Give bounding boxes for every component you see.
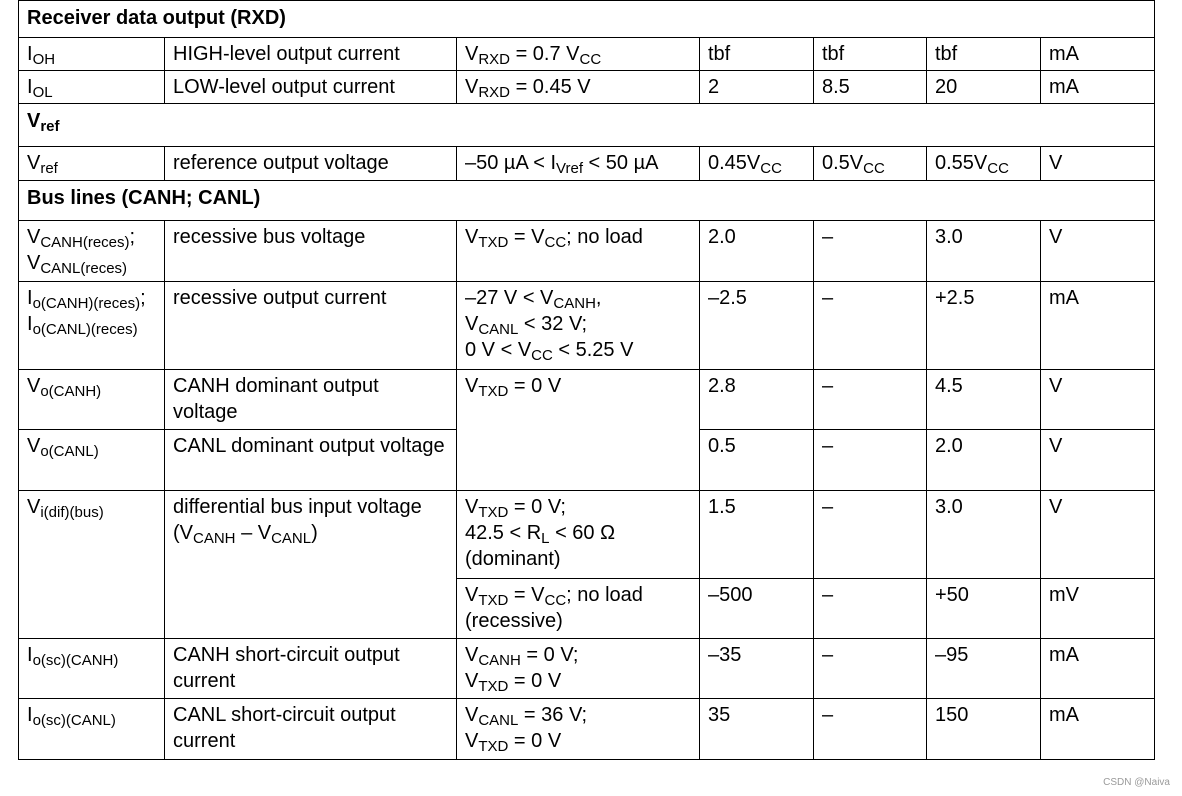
- conditions-cell: $V_{TXD} = 0$ V; $42.5 < R_L < 60$ Ω (dominant): [457, 491, 700, 579]
- max-cell: 20: [927, 71, 1041, 104]
- unit-cell: V: [1041, 147, 1155, 181]
- parameter-cell: LOW-level output current: [165, 71, 457, 104]
- typ-cell: –: [814, 491, 927, 579]
- section-vref-row: [19, 104, 1155, 147]
- typ-cell: –: [814, 370, 927, 430]
- unit-cell: V: [1041, 370, 1155, 430]
- min-cell: 1.5: [700, 491, 814, 579]
- typ-cell: –: [814, 430, 927, 491]
- section-rxd-row: [19, 1, 1155, 38]
- min-cell: 2.8: [700, 370, 814, 430]
- max-cell: $0.55V_{CC}$: [927, 147, 1041, 181]
- section-title-rxd: Receiver data output (RXD): [19, 1, 1155, 38]
- conditions-cell: $V_{TXD} = V_{CC}$; no load (recessive): [457, 579, 700, 639]
- max-cell: tbf: [927, 38, 1041, 71]
- conditions-cell: $V_{RXD} = 0.7$ $V_{CC}$: [457, 38, 700, 71]
- table-row-vocanh: [19, 370, 1155, 430]
- conditions-cell: $V_{TXD} = 0$ V: [457, 370, 700, 491]
- section-bus-row: [19, 181, 1155, 221]
- parameter-cell: CANL dominant output voltage: [165, 430, 457, 491]
- typ-cell: –: [814, 221, 927, 282]
- max-cell: +2.5: [927, 282, 1041, 370]
- unit-cell: V: [1041, 430, 1155, 491]
- symbol-cell: $I_{o(CANH)(reces)}$; $I_{o(CANL)(reces)}$: [19, 282, 165, 370]
- table-row-vrec: [19, 221, 1155, 282]
- parameter-cell: CANH dominant output voltage: [165, 370, 457, 430]
- min-cell: tbf: [700, 38, 814, 71]
- min-cell: 2: [700, 71, 814, 104]
- parameter-cell: CANL short-circuit output current: [165, 699, 457, 760]
- unit-cell: mA: [1041, 282, 1155, 370]
- symbol-cell: $V_{o(CANH)}$: [19, 370, 165, 430]
- parameter-cell: differential bus input voltage $(V_{CANH} - V_{CANL})$: [165, 491, 457, 639]
- typ-cell: 8.5: [814, 71, 927, 104]
- parameter-cell: recessive output current: [165, 282, 457, 370]
- symbol-cell: $I_{OL}$: [19, 71, 165, 104]
- unit-cell: V: [1041, 221, 1155, 282]
- symbol-cell: $V_{o(CANL)}$: [19, 430, 165, 491]
- typ-cell: –: [814, 699, 927, 760]
- table-row-iol: [19, 71, 1155, 104]
- watermark: CSDN @Naiva: [1103, 777, 1170, 788]
- typ-cell: tbf: [814, 38, 927, 71]
- min-cell: 2.0: [700, 221, 814, 282]
- symbol-cell: $I_{o(sc)(CANH)}$: [19, 639, 165, 699]
- typ-cell: –: [814, 639, 927, 699]
- symbol-cell: $V_{i(dif)(bus)}$: [19, 491, 165, 639]
- symbol-cell: $V_{CANH(reces)}$; $V_{CANL(reces)}$: [19, 221, 165, 282]
- min-cell: –35: [700, 639, 814, 699]
- table-row-vidif-dominant: [19, 491, 1155, 579]
- min-cell: –2.5: [700, 282, 814, 370]
- max-cell: 2.0: [927, 430, 1041, 491]
- typ-cell: –: [814, 282, 927, 370]
- symbol-cell: $V_{ref}$: [19, 147, 165, 181]
- unit-cell: mA: [1041, 639, 1155, 699]
- conditions-cell: $V_{TXD} = V_{CC}$; no load: [457, 221, 700, 282]
- section-title-bus: Bus lines (CANH; CANL): [19, 181, 1155, 221]
- parameter-cell: CANH short-circuit output current: [165, 639, 457, 699]
- max-cell: –95: [927, 639, 1041, 699]
- max-cell: +50: [927, 579, 1041, 639]
- parameter-cell: reference output voltage: [165, 147, 457, 181]
- max-cell: 3.0: [927, 221, 1041, 282]
- min-cell: $0.45V_{CC}$: [700, 147, 814, 181]
- max-cell: 4.5: [927, 370, 1041, 430]
- typ-cell: –: [814, 579, 927, 639]
- table-row-iosc-canl: [19, 699, 1155, 760]
- typ-cell: $0.5V_{CC}$: [814, 147, 927, 181]
- min-cell: 0.5: [700, 430, 814, 491]
- parameter-cell: recessive bus voltage: [165, 221, 457, 282]
- conditions-cell: –27 $V < V_{CANH}$, $V_{CANL} < 32$ V; 0 $V < V_{CC} < 5.25$ V: [457, 282, 700, 370]
- unit-cell: mA: [1041, 38, 1155, 71]
- symbol-cell: $I_{o(sc)(CANL)}$: [19, 699, 165, 760]
- max-cell: 3.0: [927, 491, 1041, 579]
- unit-cell: V: [1041, 491, 1155, 579]
- table-row-ioh: [19, 38, 1155, 71]
- conditions-cell: $V_{CANL} = 36$ V; $V_{TXD} = 0$ V: [457, 699, 700, 760]
- table-row-irec: [19, 282, 1155, 370]
- parameter-cell: HIGH-level output current: [165, 38, 457, 71]
- min-cell: –500: [700, 579, 814, 639]
- table-row-vref: [19, 147, 1155, 181]
- table-row-iosc-canh: [19, 639, 1155, 699]
- unit-cell: mA: [1041, 699, 1155, 760]
- conditions-cell: $V_{RXD} = 0.45$ V: [457, 71, 700, 104]
- min-cell: 35: [700, 699, 814, 760]
- max-cell: 150: [927, 699, 1041, 760]
- section-title-vref: $V_{ref}$: [19, 104, 1155, 147]
- spec-table: [18, 0, 1155, 760]
- unit-cell: mA: [1041, 71, 1155, 104]
- unit-cell: mV: [1041, 579, 1155, 639]
- symbol-cell: $I_{OH}$: [19, 38, 165, 71]
- conditions-cell: –50 $\mu A < I_{Vref} < 50$ µA: [457, 147, 700, 181]
- conditions-cell: $V_{CANH} = 0$ V; $V_{TXD} = 0$ V: [457, 639, 700, 699]
